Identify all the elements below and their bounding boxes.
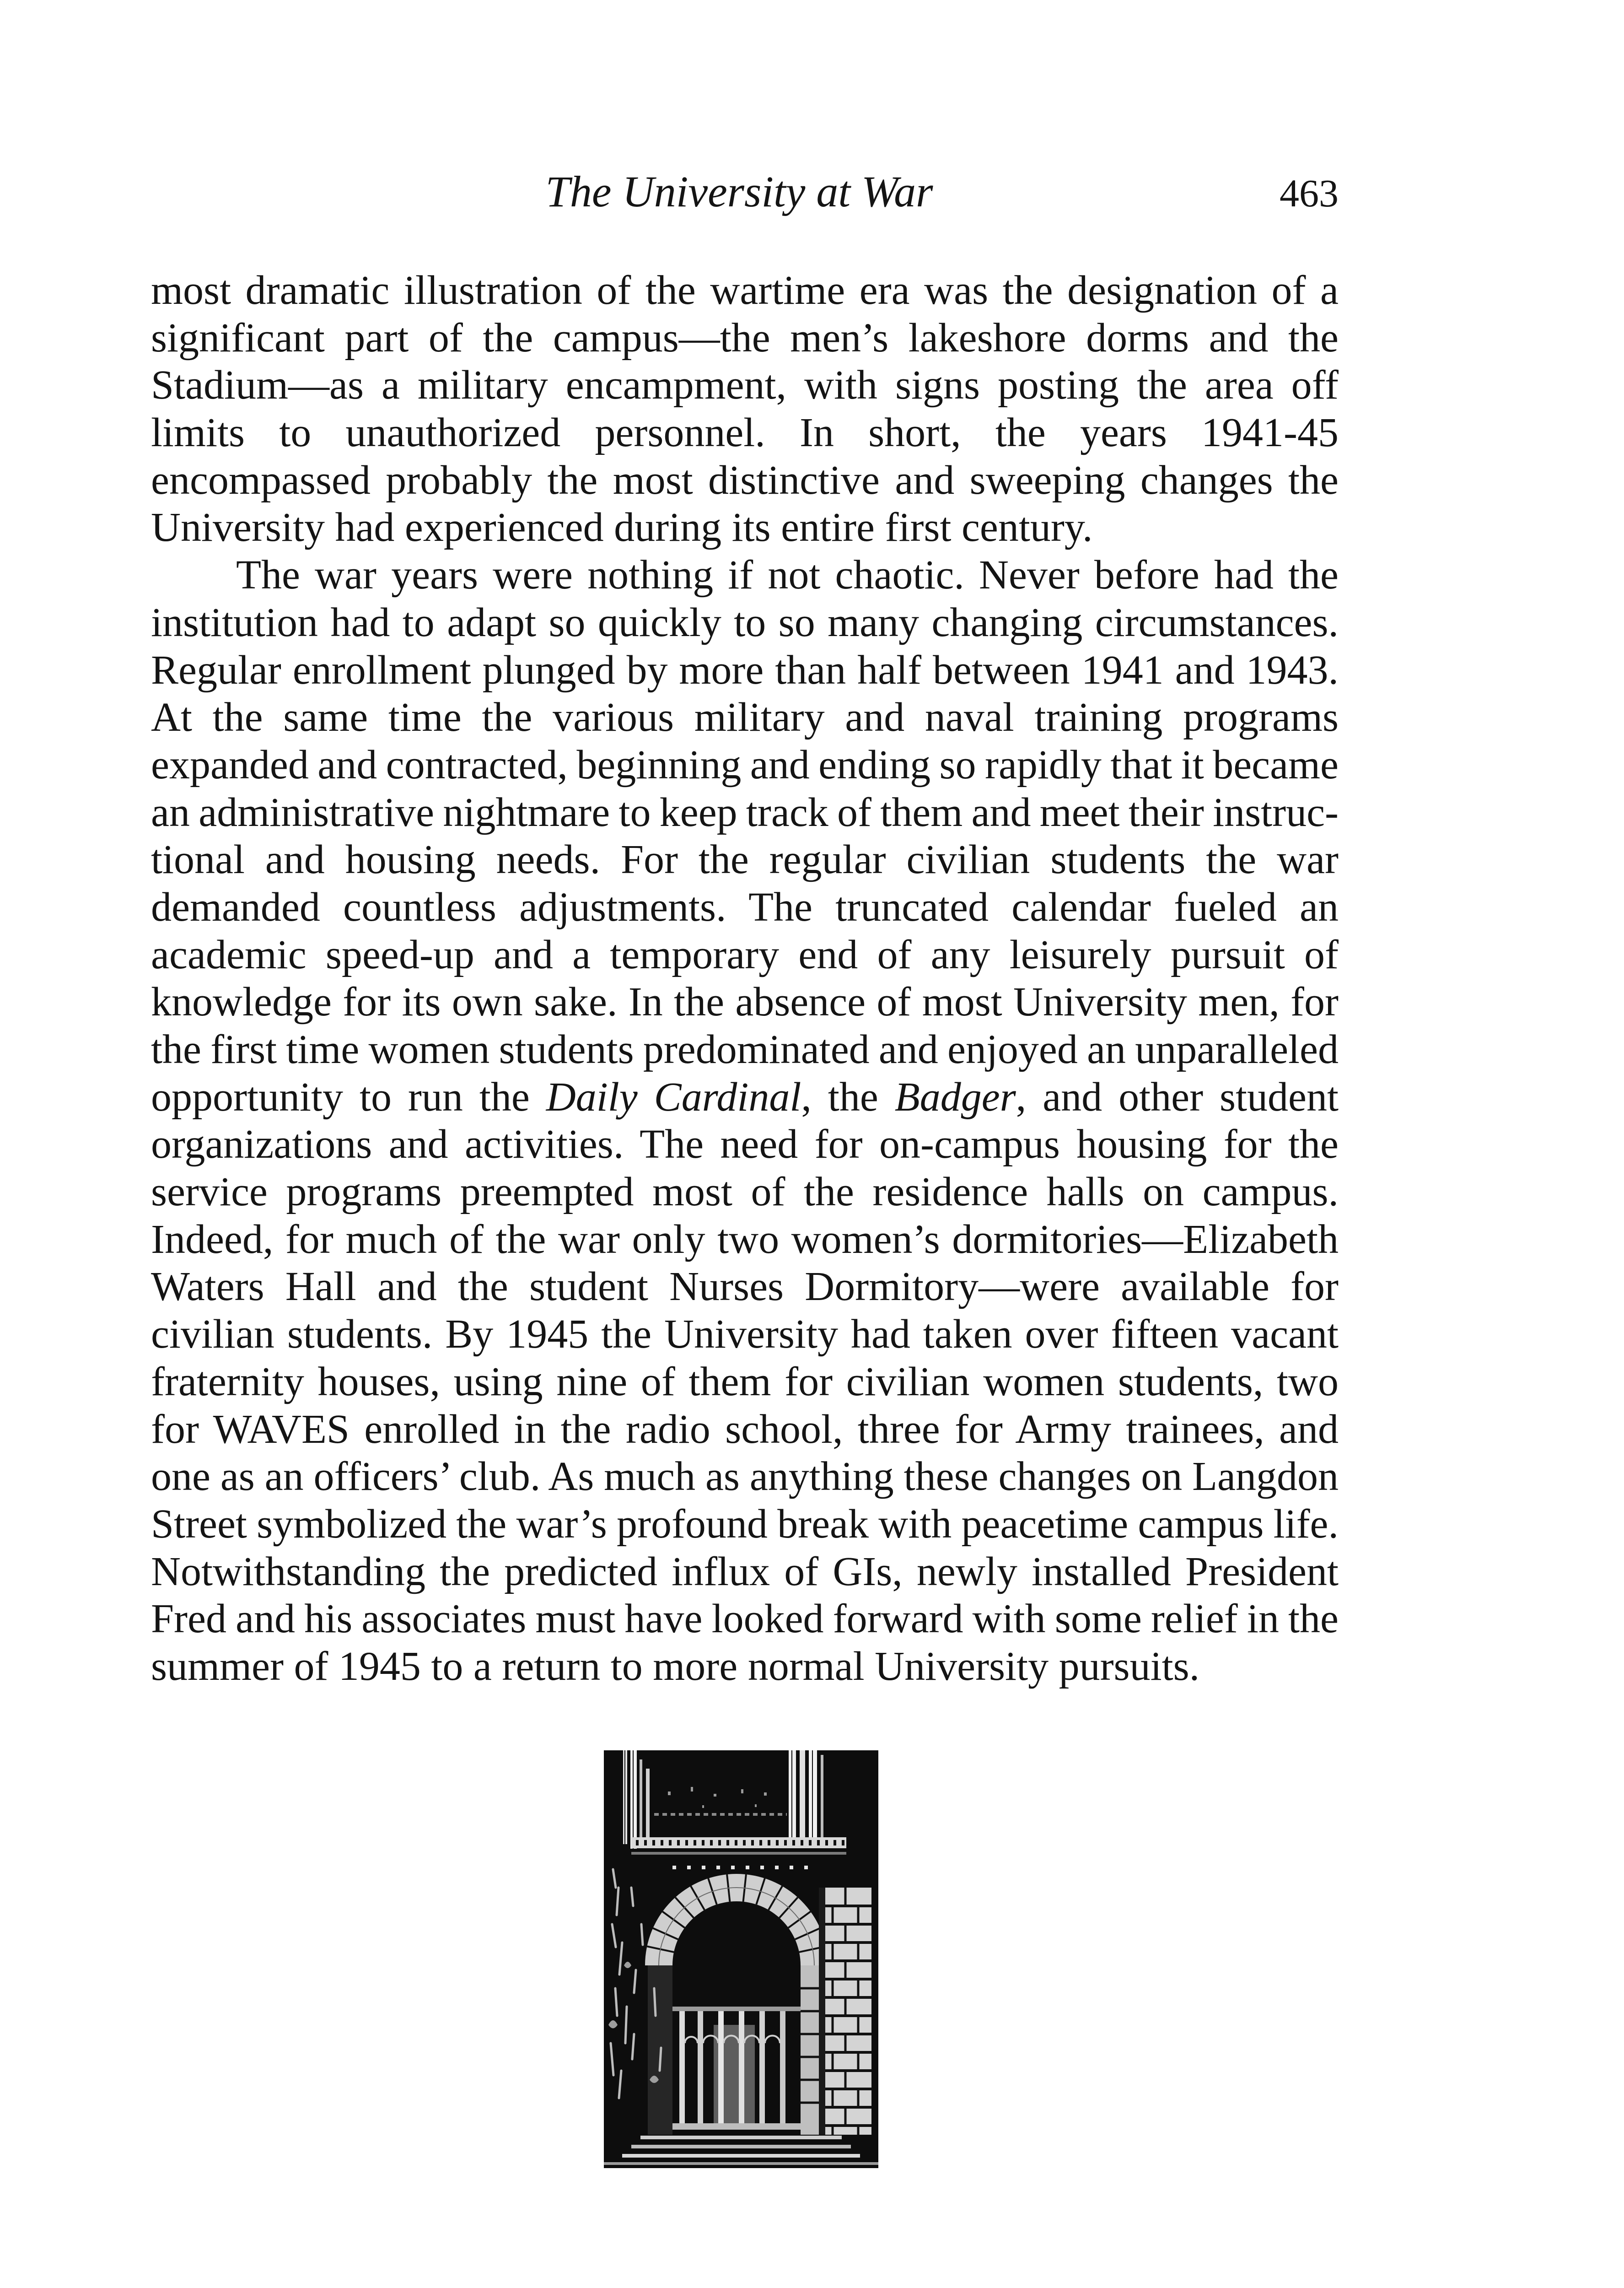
- brick-pier: [819, 1888, 878, 2135]
- italic-title: Badger: [894, 1074, 1016, 1120]
- text-line: [151, 1263, 1339, 1311]
- text-line: [151, 647, 1339, 694]
- paragraph: [151, 551, 1339, 1690]
- text-line: [151, 1168, 1339, 1216]
- line-text: demanded countless adjustments. The truncated calendar fueled an: [151, 884, 1339, 930]
- line-text: institution had to adapt so quickly to so many changing circumstances.: [151, 599, 1339, 645]
- text-line: [151, 694, 1339, 741]
- text-line: [151, 504, 1339, 551]
- line-text: encompassed probably the most distinctive and sweeping changes the: [151, 457, 1339, 503]
- text-line: [151, 314, 1339, 362]
- line-text: organizations and activities. The need for on-campus housing for the: [151, 1122, 1339, 1167]
- text-line: [151, 931, 1339, 979]
- illustration-figure: [604, 1750, 878, 2168]
- line-text: [151, 1074, 1339, 1120]
- line-text: most dramatic illustration of the wartime era was the designation of a: [151, 268, 1339, 313]
- line-text: The war years were nothing if not chaotic. Never before had the: [236, 552, 1339, 598]
- text-line: [151, 1643, 1339, 1690]
- text-line: [151, 409, 1339, 457]
- text-line: [151, 362, 1339, 409]
- text-line: [151, 599, 1339, 647]
- text-line: [151, 1358, 1339, 1406]
- line-text: Notwithstanding the predicted influx of GIs, newly installed President: [151, 1549, 1339, 1594]
- text-line: [151, 1500, 1339, 1548]
- paragraph: [151, 267, 1339, 551]
- page-number: 463: [1280, 171, 1339, 215]
- line-text: Street symbolized the war’s profound break with peacetime campus life.: [151, 1501, 1339, 1547]
- line-text: for WAVES enrolled in the radio school, three for Army trainees, and: [151, 1406, 1339, 1452]
- line-text: At the same time the various military and naval training programs: [151, 695, 1339, 740]
- line-text: Regular enrollment plunged by more than half between 1941 and 1943.: [151, 647, 1339, 693]
- text-run: , and other student: [1016, 1074, 1339, 1120]
- line-text: one as an officers’ club. As much as anything these changes on Langdon: [151, 1454, 1339, 1500]
- archway-illustration: [604, 1750, 878, 2168]
- text-line: [151, 1311, 1339, 1358]
- italic-title: Daily Cardinal: [546, 1074, 801, 1120]
- body-text: [151, 267, 1339, 1690]
- line-text: service programs preempted most of the residence halls on campus.: [151, 1169, 1339, 1215]
- line-text: academic speed-up and a temporary end of any leisurely pursuit of: [151, 932, 1339, 977]
- text-line: [151, 978, 1339, 1026]
- line-text: Fred and his associates must have looked forward with some relief in the: [151, 1596, 1339, 1642]
- line-text: knowledge for its own sake. In the absence of most University men, for: [151, 979, 1339, 1025]
- text-line: [151, 1216, 1339, 1263]
- text-line: [151, 457, 1339, 504]
- text-line: [151, 1074, 1339, 1121]
- line-text: civilian students. By 1945 the University had taken over fifteen vacant: [151, 1311, 1339, 1357]
- line-text: tional and housing needs. For the regular civilian students the war: [151, 837, 1339, 883]
- text-line: [151, 884, 1339, 931]
- text-line: [151, 1548, 1339, 1596]
- line-text: Stadium—as a military encampment, with signs posting the area off: [151, 362, 1339, 408]
- line-text: limits to unauthorized personnel. In short, the years 1941-45: [151, 410, 1339, 456]
- line-text: an administrative nightmare to keep track of them and meet their instruc-: [151, 789, 1339, 835]
- line-text: summer of 1945 to a return to more normal University pursuits.: [151, 1643, 1200, 1689]
- text-line: [151, 267, 1339, 314]
- text-line: [151, 1406, 1339, 1453]
- line-text: the first time women students predominated and enjoyed an unparalleled: [151, 1027, 1339, 1072]
- text-line: [151, 1026, 1339, 1074]
- text-run: opportunity to run the: [151, 1074, 546, 1120]
- text-line: [151, 1121, 1339, 1168]
- line-text: expanded and contracted, beginning and ending so rapidly that it became: [151, 742, 1339, 788]
- line-text: Waters Hall and the student Nurses Dormitory—were available for: [151, 1264, 1339, 1310]
- line-text: significant part of the campus—the men’s lakeshore dorms and the: [151, 315, 1339, 361]
- running-head: The University at War: [545, 167, 933, 216]
- text-line: [151, 789, 1339, 836]
- text-line: [151, 551, 1339, 599]
- line-text: fraternity houses, using nine of them for civilian women students, two: [151, 1359, 1339, 1404]
- text-line: [151, 1595, 1339, 1643]
- line-text: Indeed, for much of the war only two women’s dormitories—Elizabeth: [151, 1216, 1339, 1262]
- text-line: [151, 1453, 1339, 1500]
- text-run: , the: [801, 1074, 895, 1120]
- line-text: University had experienced during its entire first century.: [151, 505, 1093, 550]
- text-line: [151, 741, 1339, 789]
- text-line: [151, 836, 1339, 884]
